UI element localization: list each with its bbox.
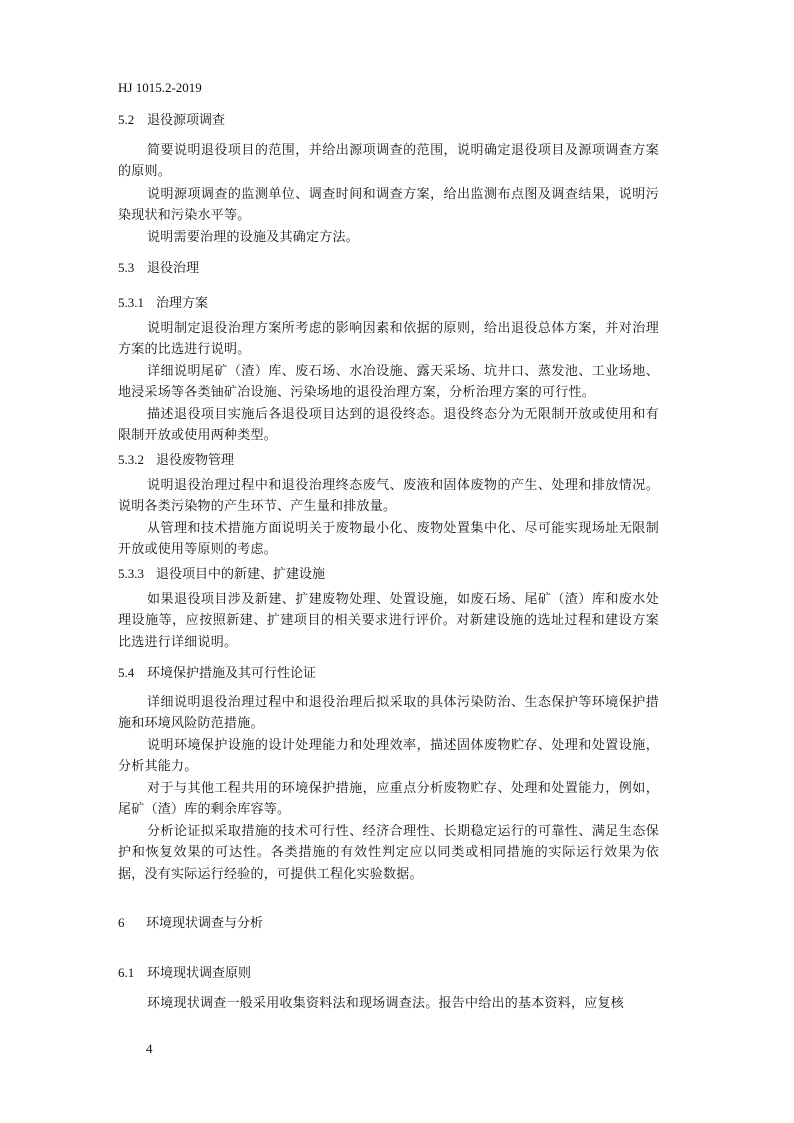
heading-title: 退役废物管理	[156, 453, 235, 468]
document-header-id: HJ 1015.2-2019	[118, 80, 202, 95]
heading-title: 环境保护措施及其可行性论证	[147, 666, 317, 681]
heading-number: 5.3	[118, 260, 135, 275]
heading-title: 治理方案	[156, 296, 209, 311]
paragraph: 详细说明退役治理过程中和退役治理后拟采取的具体污染防治、生态保护等环境保护措施和环境风险防范措施。	[118, 695, 659, 732]
heading-5-3-2	[118, 451, 234, 470]
heading-number: 5.3.1	[118, 295, 144, 310]
paragraph: 如果退役项目涉及新建、扩建废物处理、处置设施，如废石场、尾矿（渣）库和废水处理设施等，应按照新建、扩建项目的相关要求进行评价。对新建设施的选址过程和建设方案比选进行详细说明。	[118, 592, 659, 650]
heading-number: 5.3.2	[118, 452, 144, 467]
paragraph: 说明退役治理过程中和退役治理终态废气、废液和固体废物的产生、处理和排放情况。说明各类污染物的产生环节、产生量和排放量。	[118, 478, 659, 515]
paragraph: 说明源项调查的监测单位、调查时间和调查方案，给出监测布点图及调查结果，说明污染现状和污染水平等。	[118, 187, 659, 224]
heading-number: 5.2	[118, 112, 135, 127]
heading-5-3-1	[118, 294, 208, 313]
heading-5-3	[118, 259, 199, 278]
paragraph: 从管理和技术措施方面说明关于废物最小化、废物处置集中化、尽可能实现场址无限制开放或使用等原则的考虑。	[118, 521, 659, 558]
paragraph: 说明制定退役治理方案所考虑的影响因素和依据的原则，给出退役总体方案，并对治理方案的比选进行说明。	[118, 321, 659, 358]
heading-title: 退役治理	[147, 261, 200, 276]
paragraph: 说明需要治理的设施及其确定方法。	[147, 230, 360, 245]
heading-number: 5.4	[118, 665, 135, 680]
heading-5-4	[118, 664, 316, 683]
heading-number: 6	[118, 915, 125, 930]
paragraph: 详细说明尾矿（渣）库、废石场、水冶设施、露天采场、坑井口、蒸发池、工业场地、地浸采场等各类铀矿冶设施、污染场地的退役治理方案，分析治理方案的可行性。	[118, 364, 659, 401]
heading-6-1	[118, 964, 251, 983]
heading-number: 5.3.3	[118, 566, 144, 581]
heading-number: 6.1	[118, 965, 135, 980]
heading-5-2	[118, 111, 225, 130]
paragraph: 环境现状调查一般采用收集资料法和现场调查法。报告中给出的基本资料，应复核	[147, 996, 625, 1011]
heading-title: 退役源项调查	[147, 113, 226, 128]
heading-6	[118, 914, 263, 933]
page-number: 4	[146, 1041, 153, 1056]
heading-title: 环境现状调查原则	[147, 966, 252, 981]
heading-title: 环境现状调查与分析	[146, 916, 264, 931]
paragraph: 描述退役项目实施后各退役项目达到的退役终态。退役终态分为无限制开放或使用和有限制开放或使用两种类型。	[118, 407, 659, 444]
paragraph: 分析论证拟采取措施的技术可行性、经济合理性、长期稳定运行的可靠性、满足生态保护和恢复效果的可达性。各类措施的有效性判定应以同类或相同措施的实际运行效果为依据，没有实际运行经验的，可提供工程化实验数据。	[118, 824, 659, 882]
heading-title: 退役项目中的新建、扩建设施	[156, 567, 326, 582]
paragraph: 简要说明退役项目的范围，并给出源项调查的范围，说明确定退役项目及源项调查方案的原则。	[118, 143, 659, 180]
heading-5-3-3	[118, 565, 325, 584]
paragraph: 说明环境保护设施的设计处理能力和处理效率，描述固体废物贮存、处理和处置设施，分析其能力。	[118, 738, 659, 775]
paragraph: 对于与其他工程共用的环境保护措施，应重点分析废物贮存、处理和处置能力，例如，尾矿（渣）库的剩余库容等。	[118, 781, 659, 818]
